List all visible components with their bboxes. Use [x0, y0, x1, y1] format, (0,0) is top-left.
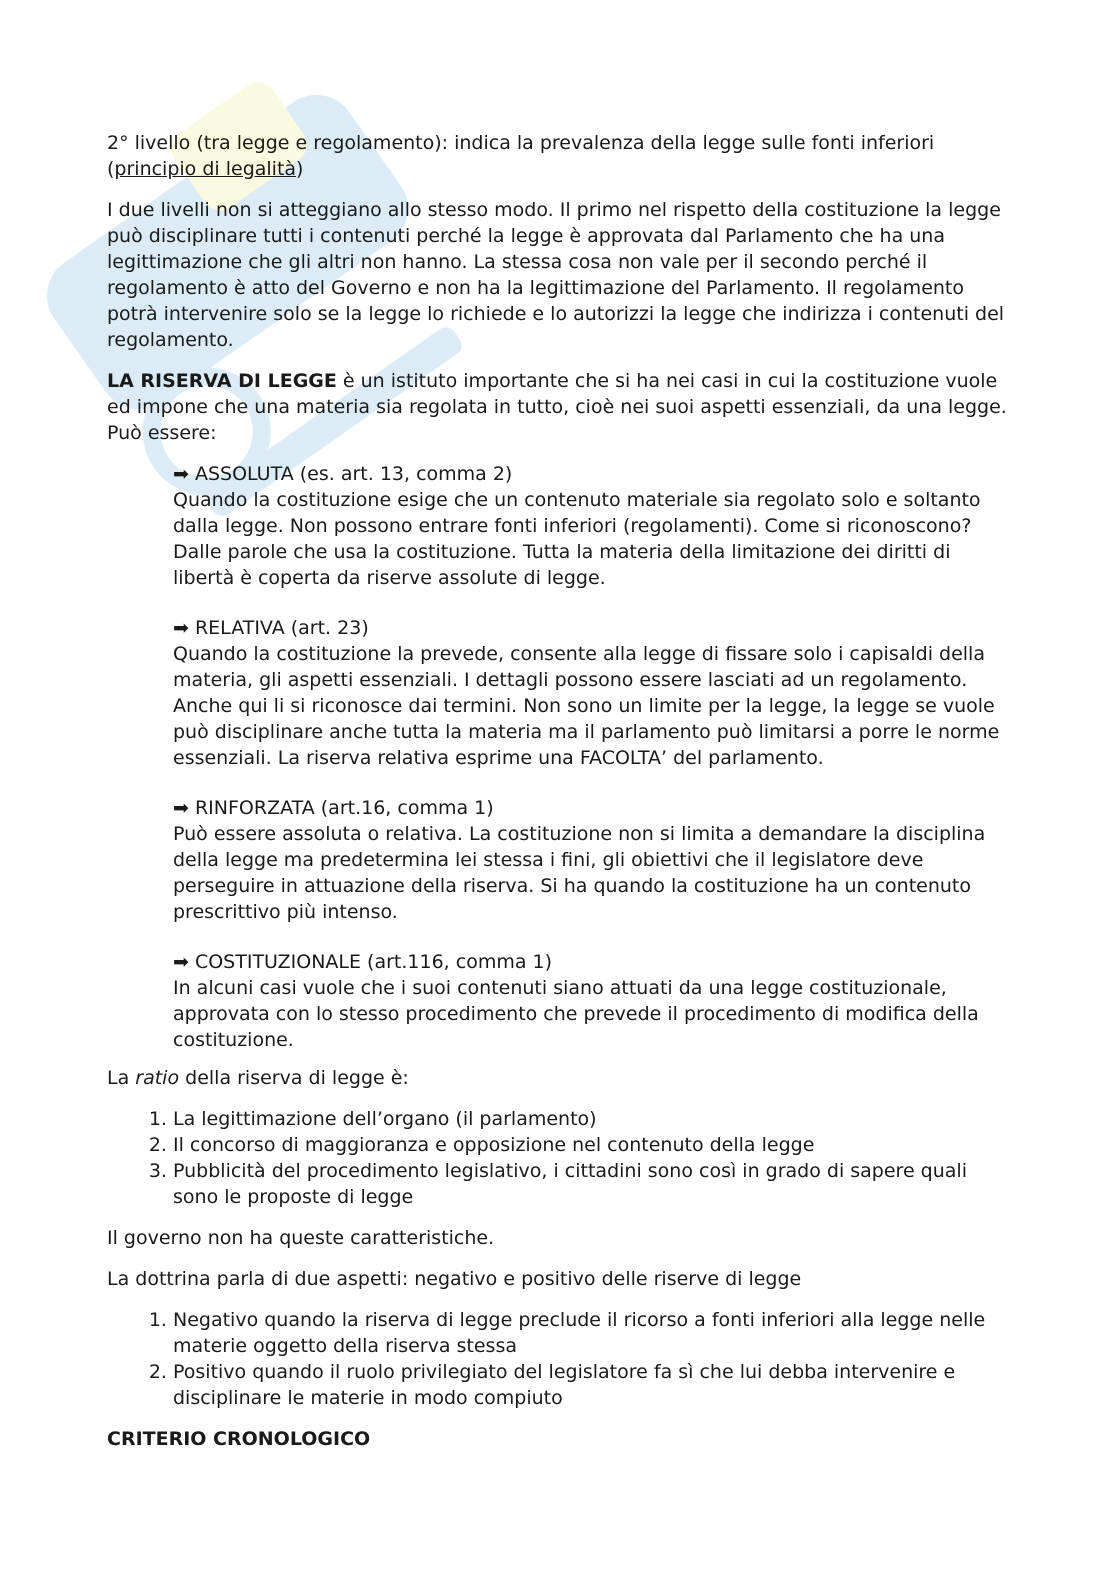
type-heading: ➡ ASSOLUTA (es. art. 13, comma 2)	[173, 463, 513, 485]
type-rinforzata	[173, 795, 1012, 925]
riserva-paragraph: LA RISERVA DI LEGGE è un istituto importante che si ha nei casi in cui la costituzione vuole ed impone che una materia sia regolata in tutto, cioè nei suoi aspetti essenziali, da una legge. Può essere:	[107, 370, 1007, 444]
type-description: In alcuni casi vuole che i suoi contenuti siano attuati da una legge costituzionale, approvata con lo stesso procedimento che prevede il procedimento di modifica della costituzione.	[173, 977, 979, 1051]
intro-paragraph: 2° livello (tra legge e regolamento): indica la prevalenza della legge sulle fonti inferiori (principio di legalità)	[107, 132, 935, 180]
type-description: Può essere assoluta o relativa. La costituzione non si limita a demandare la disciplina della legge ma predetermina lei stessa i fini, gli obiettivi che il legislatore deve perseguire in attuazione della riserva. Si ha quando la costituzione ha un contenuto prescrittivo più intenso.	[173, 823, 986, 923]
type-heading: ➡ RELATIVA (art. 23)	[173, 617, 369, 639]
aspects-list	[107, 1307, 1012, 1411]
ratio-paragraph: La ratio della riserva di legge è:	[107, 1067, 409, 1089]
ratio-list	[107, 1106, 1012, 1210]
riserva-types	[173, 461, 1012, 1053]
riserva-term: LA RISERVA DI LEGGE	[107, 370, 337, 392]
list-item: 1. Negativo quando la riserva di legge preclude il ricorso a fonti inferiori alla legge nelle materie oggetto della riserva stessa	[173, 1307, 1012, 1359]
arrow-right-icon: ➡	[173, 797, 189, 819]
list-item: 1. La legittimazione dell’organo (il parlamento)	[173, 1106, 1012, 1132]
governo-paragraph: Il governo non ha queste caratteristiche.	[107, 1227, 495, 1249]
type-relativa	[173, 615, 1012, 771]
type-description: Quando la costituzione la prevede, consente alla legge di fissare solo i capisaldi della materia, gli aspetti essenziali. I dettagli possono essere lasciati ad un regolamento. Anche qui li si riconosce dai termini. Non sono un limite per la legge, la legge se vuole può disciplinare anche tutta la materia ma il parlamento può limitarsi a porre le norme essenziali. La riserva relativa esprime una FACOLTA’ del parlamento.	[173, 643, 1000, 769]
dottrina-paragraph: La dottrina parla di due aspetti: negativo e positivo delle riserve di legge	[107, 1268, 802, 1290]
levels-paragraph: I due livelli non si atteggiano allo stesso modo. Il primo nel rispetto della costituzione la legge può disciplinare tutti i contenuti perché la legge è approvata dal Parlamento che ha una legittimazione che gli altri non hanno. La stessa cosa non vale per il secondo perché il regolamento è atto del Governo e non ha la legittimazione del Parlamento. Il regolamento potrà intervenire solo se la legge lo richiede e lo autorizzi la legge che indirizza i contenuti del regolamento.	[107, 199, 1005, 351]
criterio-heading: CRITERIO CRONOLOGICO	[107, 1428, 371, 1450]
type-costituzionale	[173, 949, 1012, 1053]
type-heading: ➡ COSTITUZIONALE (art.116, comma 1)	[173, 951, 553, 973]
list-item: 2. Positivo quando il ruolo privilegiato del legislatore fa sì che lui debba intervenire e disciplinare le materie in modo compiuto	[173, 1359, 1012, 1411]
type-description: Quando la costituzione esige che un contenuto materiale sia regolato solo e soltanto dalla legge. Non possono entrare fonti inferiori (regolamenti). Come si riconoscono? Dalle parole che usa la costituzione. Tutta la materia della limitazione dei diritti di libertà è coperta da riserve assolute di legge.	[173, 489, 981, 589]
list-item: 2. Il concorso di maggioranza e opposizione nel contenuto della legge	[173, 1132, 1012, 1158]
ratio-word: ratio	[135, 1067, 180, 1089]
document-page	[107, 130, 1012, 1452]
arrow-right-icon: ➡	[173, 617, 189, 639]
type-heading: ➡ RINFORZATA (art.16, comma 1)	[173, 797, 494, 819]
list-item: 3. Pubblicità del procedimento legislativo, i cittadini sono così in grado di sapere quali sono le proposte di legge	[173, 1158, 1012, 1210]
arrow-right-icon: ➡	[173, 463, 189, 485]
principio-legalita-link[interactable]: principio di legalità	[114, 158, 297, 180]
arrow-right-icon: ➡	[173, 951, 189, 973]
type-assoluta	[173, 461, 1012, 591]
